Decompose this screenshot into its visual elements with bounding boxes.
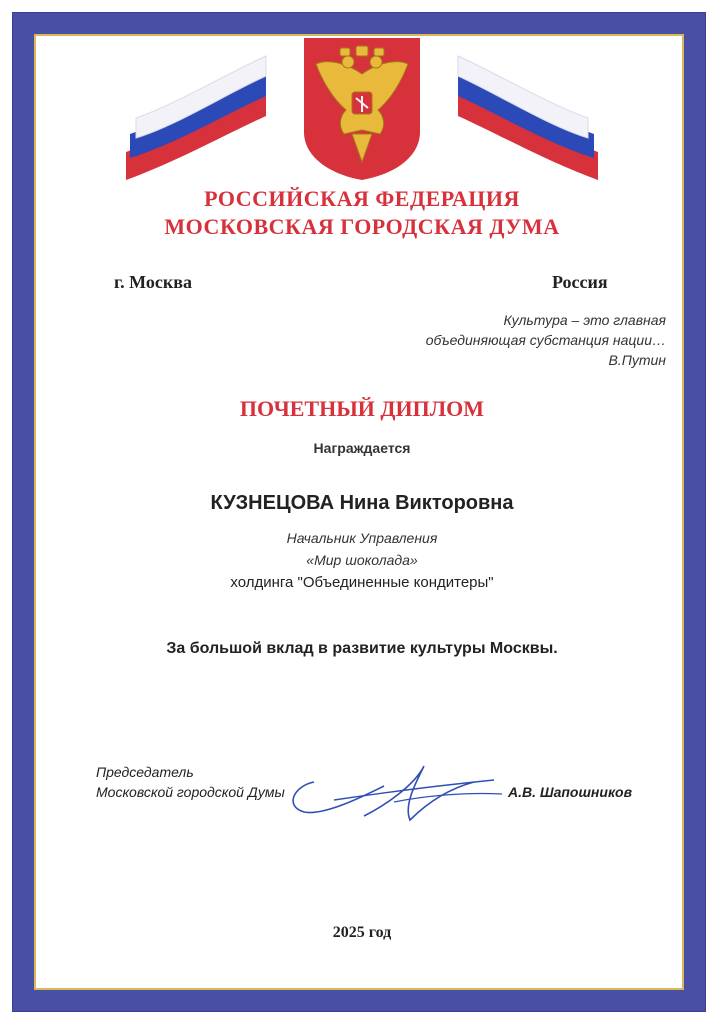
year: 2025 год <box>332 924 392 941</box>
header-line-2: МОСКОВСКАЯ ГОРОДСКАЯ ДУМА <box>164 214 560 239</box>
signatory-name: А.В. Шапошников <box>508 784 633 800</box>
quote-line-2: объединяющая субстанция нации… <box>425 332 666 348</box>
quote-author: В.Путин <box>608 352 666 368</box>
recipient-position-line-1: Начальник Управления <box>286 530 438 546</box>
flag-and-emblem <box>116 34 608 184</box>
signatory-title-line-2: Московской городской Думы <box>96 784 285 800</box>
epigraph-quote <box>334 310 666 370</box>
diploma-page <box>34 34 690 992</box>
handwritten-signature <box>274 756 514 836</box>
recipient-position-line-3: холдинга "Объединенные кондитеры" <box>230 574 494 591</box>
diploma-title: ПОЧЕТНЫЙ ДИПЛОМ <box>239 396 485 421</box>
recipient-position-line-2: «Мир шоколада» <box>306 552 418 568</box>
city: г. Москва <box>114 272 192 292</box>
recipient-name: КУЗНЕЦОВА Нина Викторовна <box>210 492 514 514</box>
header-line-1: РОССИЙСКАЯ ФЕДЕРАЦИЯ <box>204 186 520 211</box>
quote-line-1: Культура – это главная <box>503 312 666 328</box>
signatory-title-line-1: Председатель <box>96 764 194 780</box>
russian-coat-of-arms-icon <box>304 38 420 180</box>
awarded-label: Награждается <box>313 440 411 456</box>
award-reason: За большой вклад в развитие культуры Москвы. <box>166 640 558 657</box>
flag-ribbon-icon <box>116 34 608 184</box>
country: Россия <box>552 272 608 292</box>
